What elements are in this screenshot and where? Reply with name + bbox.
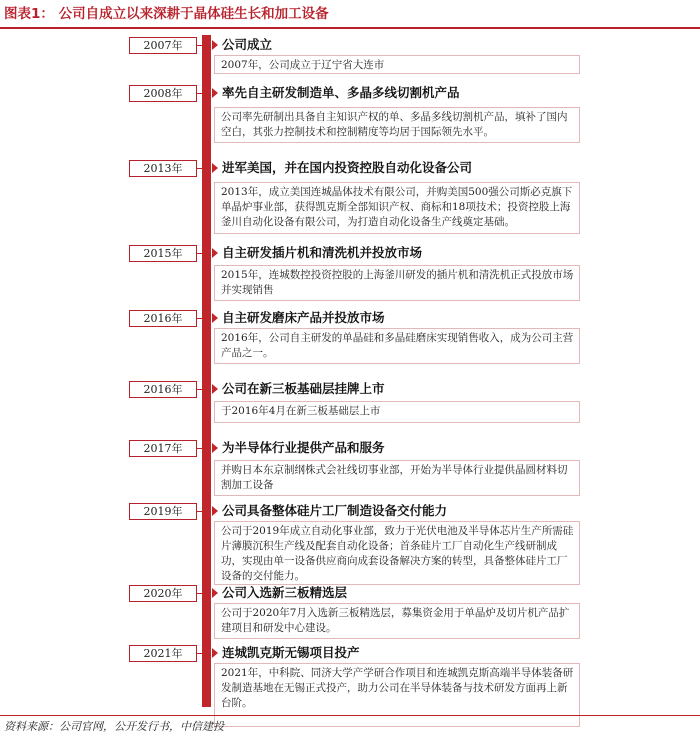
- arrow-right-icon: [212, 443, 218, 453]
- title-divider: [0, 27, 700, 29]
- arrow-right-icon: [212, 40, 218, 50]
- entry-title: 公司成立: [222, 37, 273, 52]
- year-label: 2020年: [129, 585, 197, 602]
- entry-description: 2015年，连城数控投资控股的上海釜川研发的插片机和清洗机正式投放市场并实现销售: [214, 265, 580, 301]
- entry-title: 率先自主研发制造单、多晶多线切割机产品: [222, 85, 460, 100]
- entry-title: 公司在新三板基础层挂牌上市: [222, 381, 385, 396]
- arrow-right-icon: [212, 648, 218, 658]
- year-label: 2017年: [129, 440, 197, 457]
- entry-description: 2013年，成立美国连城晶体技术有限公司，并购美国500强公司斯必克旗下单晶炉事业部，获得凯克斯全部知识产权、商标和18项技术；投资控股上海釜川自动化设备有限公司，为打造自动化设备生产线奠定基础。: [214, 182, 580, 234]
- entry-title: 进军美国，并在国内投资控股自动化设备公司: [222, 160, 473, 175]
- entry-title: 连城凯克斯无锡项目投产: [222, 645, 360, 660]
- year-label: 2008年: [129, 85, 197, 102]
- entry-description: 2021年，中科院、同济大学产学研合作项目和连城凯克斯高端半导体装备研发制造基地在无锡正式投产，助力公司在半导体装备与技术研发方面再上新台阶。: [214, 663, 580, 727]
- year-label: 2015年: [129, 245, 197, 262]
- entry-title: 公司具备整体硅片工厂制造设备交付能力: [222, 503, 448, 518]
- entry-title: 为半导体行业提供产品和服务: [222, 440, 385, 455]
- year-connector: [197, 593, 202, 594]
- arrow-right-icon: [212, 506, 218, 516]
- year-label: 2007年: [129, 37, 197, 54]
- year-label: 2013年: [129, 160, 197, 177]
- arrow-right-icon: [212, 588, 218, 598]
- entry-description: 公司于2020年7月入选新三板精选层，募集资金用于单晶炉及切片机产品扩建项目和研发中心建设。: [214, 603, 580, 639]
- entry-title: 自主研发磨床产品并投放市场: [222, 310, 385, 325]
- year-connector: [197, 93, 202, 94]
- year-connector: [197, 448, 202, 449]
- year-connector: [197, 653, 202, 654]
- entry-title: 公司入选新三板精选层: [222, 585, 348, 600]
- year-connector: [197, 168, 202, 169]
- arrow-right-icon: [212, 163, 218, 173]
- source-note: 资料来源：公司官网，公开发行书，中信建投: [4, 720, 224, 733]
- timeline-bar: [202, 35, 211, 707]
- arrow-right-icon: [212, 88, 218, 98]
- entry-title: 自主研发插片机和清洗机并投放市场: [222, 245, 423, 260]
- year-connector: [197, 511, 202, 512]
- figure-title: 图表1： 公司自成立以来深耕于晶体硅生长和加工设备: [4, 6, 329, 22]
- arrow-right-icon: [212, 313, 218, 323]
- entry-description: 2016年，公司自主研发的单晶硅和多晶硅磨床实现销售收入，成为公司主营产品之一。: [214, 328, 580, 364]
- year-connector: [197, 45, 202, 46]
- year-connector: [197, 253, 202, 254]
- year-connector: [197, 318, 202, 319]
- year-label: 2021年: [129, 645, 197, 662]
- source-divider: [0, 715, 700, 716]
- entry-description: 公司率先研制出具备自主知识产权的单、多晶多线切割机产品，填补了国内空白，其张力控制技术和控制精度等均居于国际领先水平。: [214, 107, 580, 143]
- arrow-right-icon: [212, 248, 218, 258]
- arrow-right-icon: [212, 384, 218, 394]
- year-label: 2019年: [129, 503, 197, 520]
- year-connector: [197, 389, 202, 390]
- entry-description: 公司于2019年成立自动化事业部，致力于光伏电池及半导体芯片生产所需硅片薄膜沉积生产线及配套自动化设备；首条硅片工厂自动化生产线研制成功，实现由单一设备供应商向成套设备解决方案的转型，具备整体硅片工厂设备的交付能力。: [214, 521, 580, 585]
- entry-description: 并购日本东京制纲株式会社线切事业部，开始为半导体行业提供晶圆材料切割加工设备: [214, 460, 580, 496]
- year-label: 2016年: [129, 381, 197, 398]
- entry-description: 2007年，公司成立于辽宁省大连市: [214, 55, 580, 74]
- year-label: 2016年: [129, 310, 197, 327]
- entry-description: 于2016年4月在新三板基础层上市: [214, 401, 580, 423]
